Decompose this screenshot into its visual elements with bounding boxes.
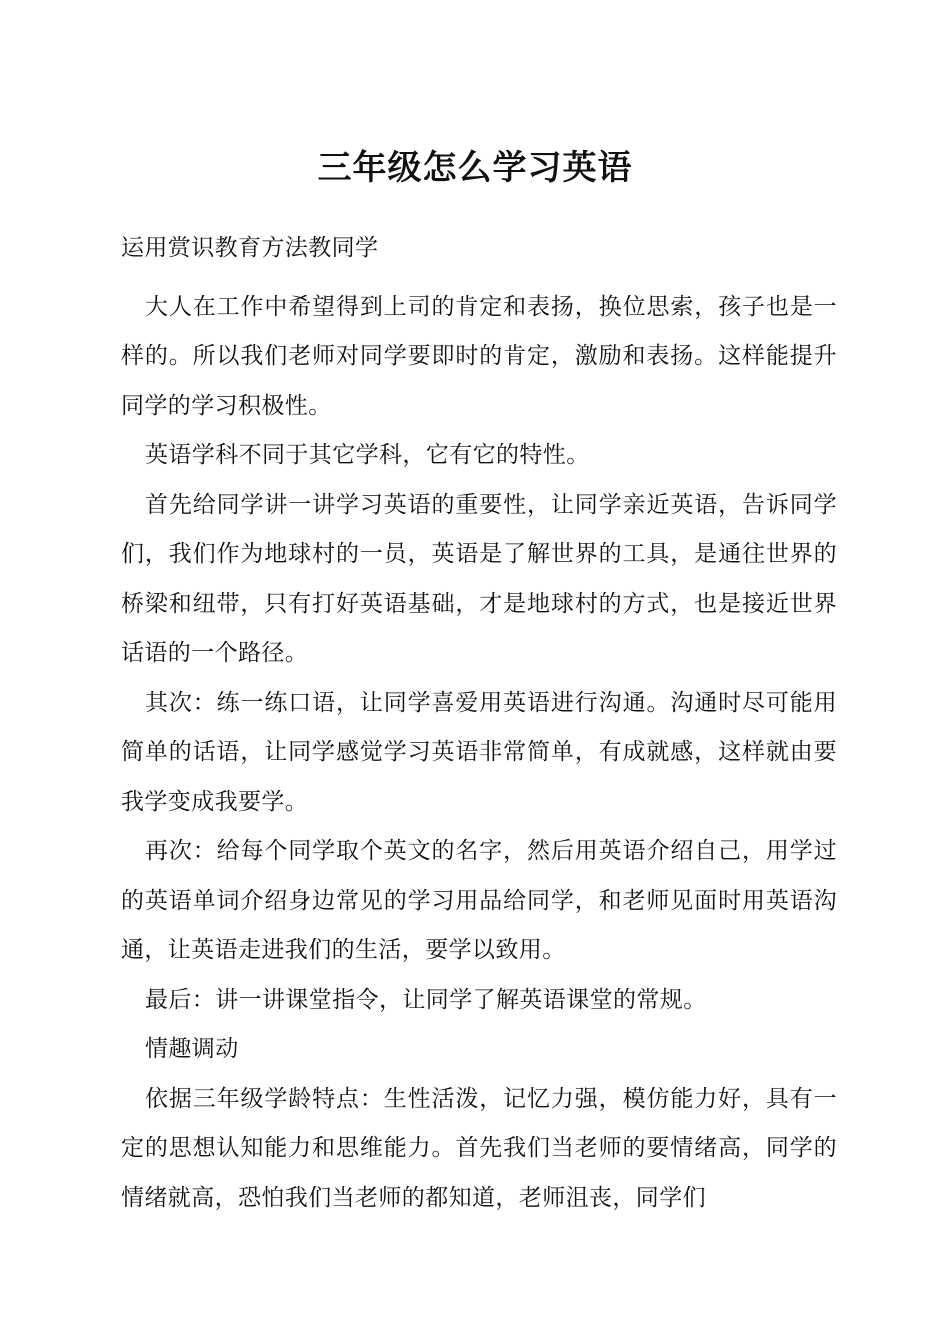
paragraph-praise: 大人在工作中希望得到上司的肯定和表扬，换位思索，孩子也是一样的。所以我们老师对同学要即时的肯定，激励和表扬。这样能提升同学的学习积极性。	[121, 293, 837, 419]
document-title: 三年级怎么学习英语	[317, 148, 633, 188]
paragraph-last-step: 最后：讲一讲课堂指令，让同学了解英语课堂的常规。	[145, 986, 707, 1013]
paragraph-third-step: 再次：给每个同学取个英文的名字，然后用英语介绍自己，用学过的英语单词介绍身边常见的学习用品给同学，和老师见面时用英语沟通，让英语走进我们的生活，要学以致用。	[121, 838, 837, 963]
document-body	[121, 224, 837, 1223]
paragraph-second-step: 其次：练一练口语，让同学喜爱用英语进行沟通。沟通时尽可能用简单的话语，让同学感觉学习英语非常简单，有成就感，这样就由要我学变成我要学。	[121, 689, 837, 815]
section-heading: 运用赏识教育方法教同学	[121, 235, 379, 261]
paragraph-first-step: 首先给同学讲一讲学习英语的重要性，让同学亲近英语，告诉同学们，我们作为地球村的一员，英语是了解世界的工具，是通往世界的桥梁和纽带，只有打好英语基础，才是地球村的方式，也是接近世界话语的一个路径。	[121, 491, 837, 666]
paragraph-age-traits: 依据三年级学龄特点：生性活泼，记忆力强，模仿能力好，具有一定的思想认知能力和思维能力。首先我们当老师的要情绪高，同学的情绪就高，恐怕我们当老师的都知道，老师沮丧，同学们	[121, 1085, 837, 1211]
subheading-interest: 情趣调动	[145, 1036, 239, 1062]
paragraph-subject-nature: 英语学科不同于其它学科，它有它的特性。	[145, 442, 590, 468]
